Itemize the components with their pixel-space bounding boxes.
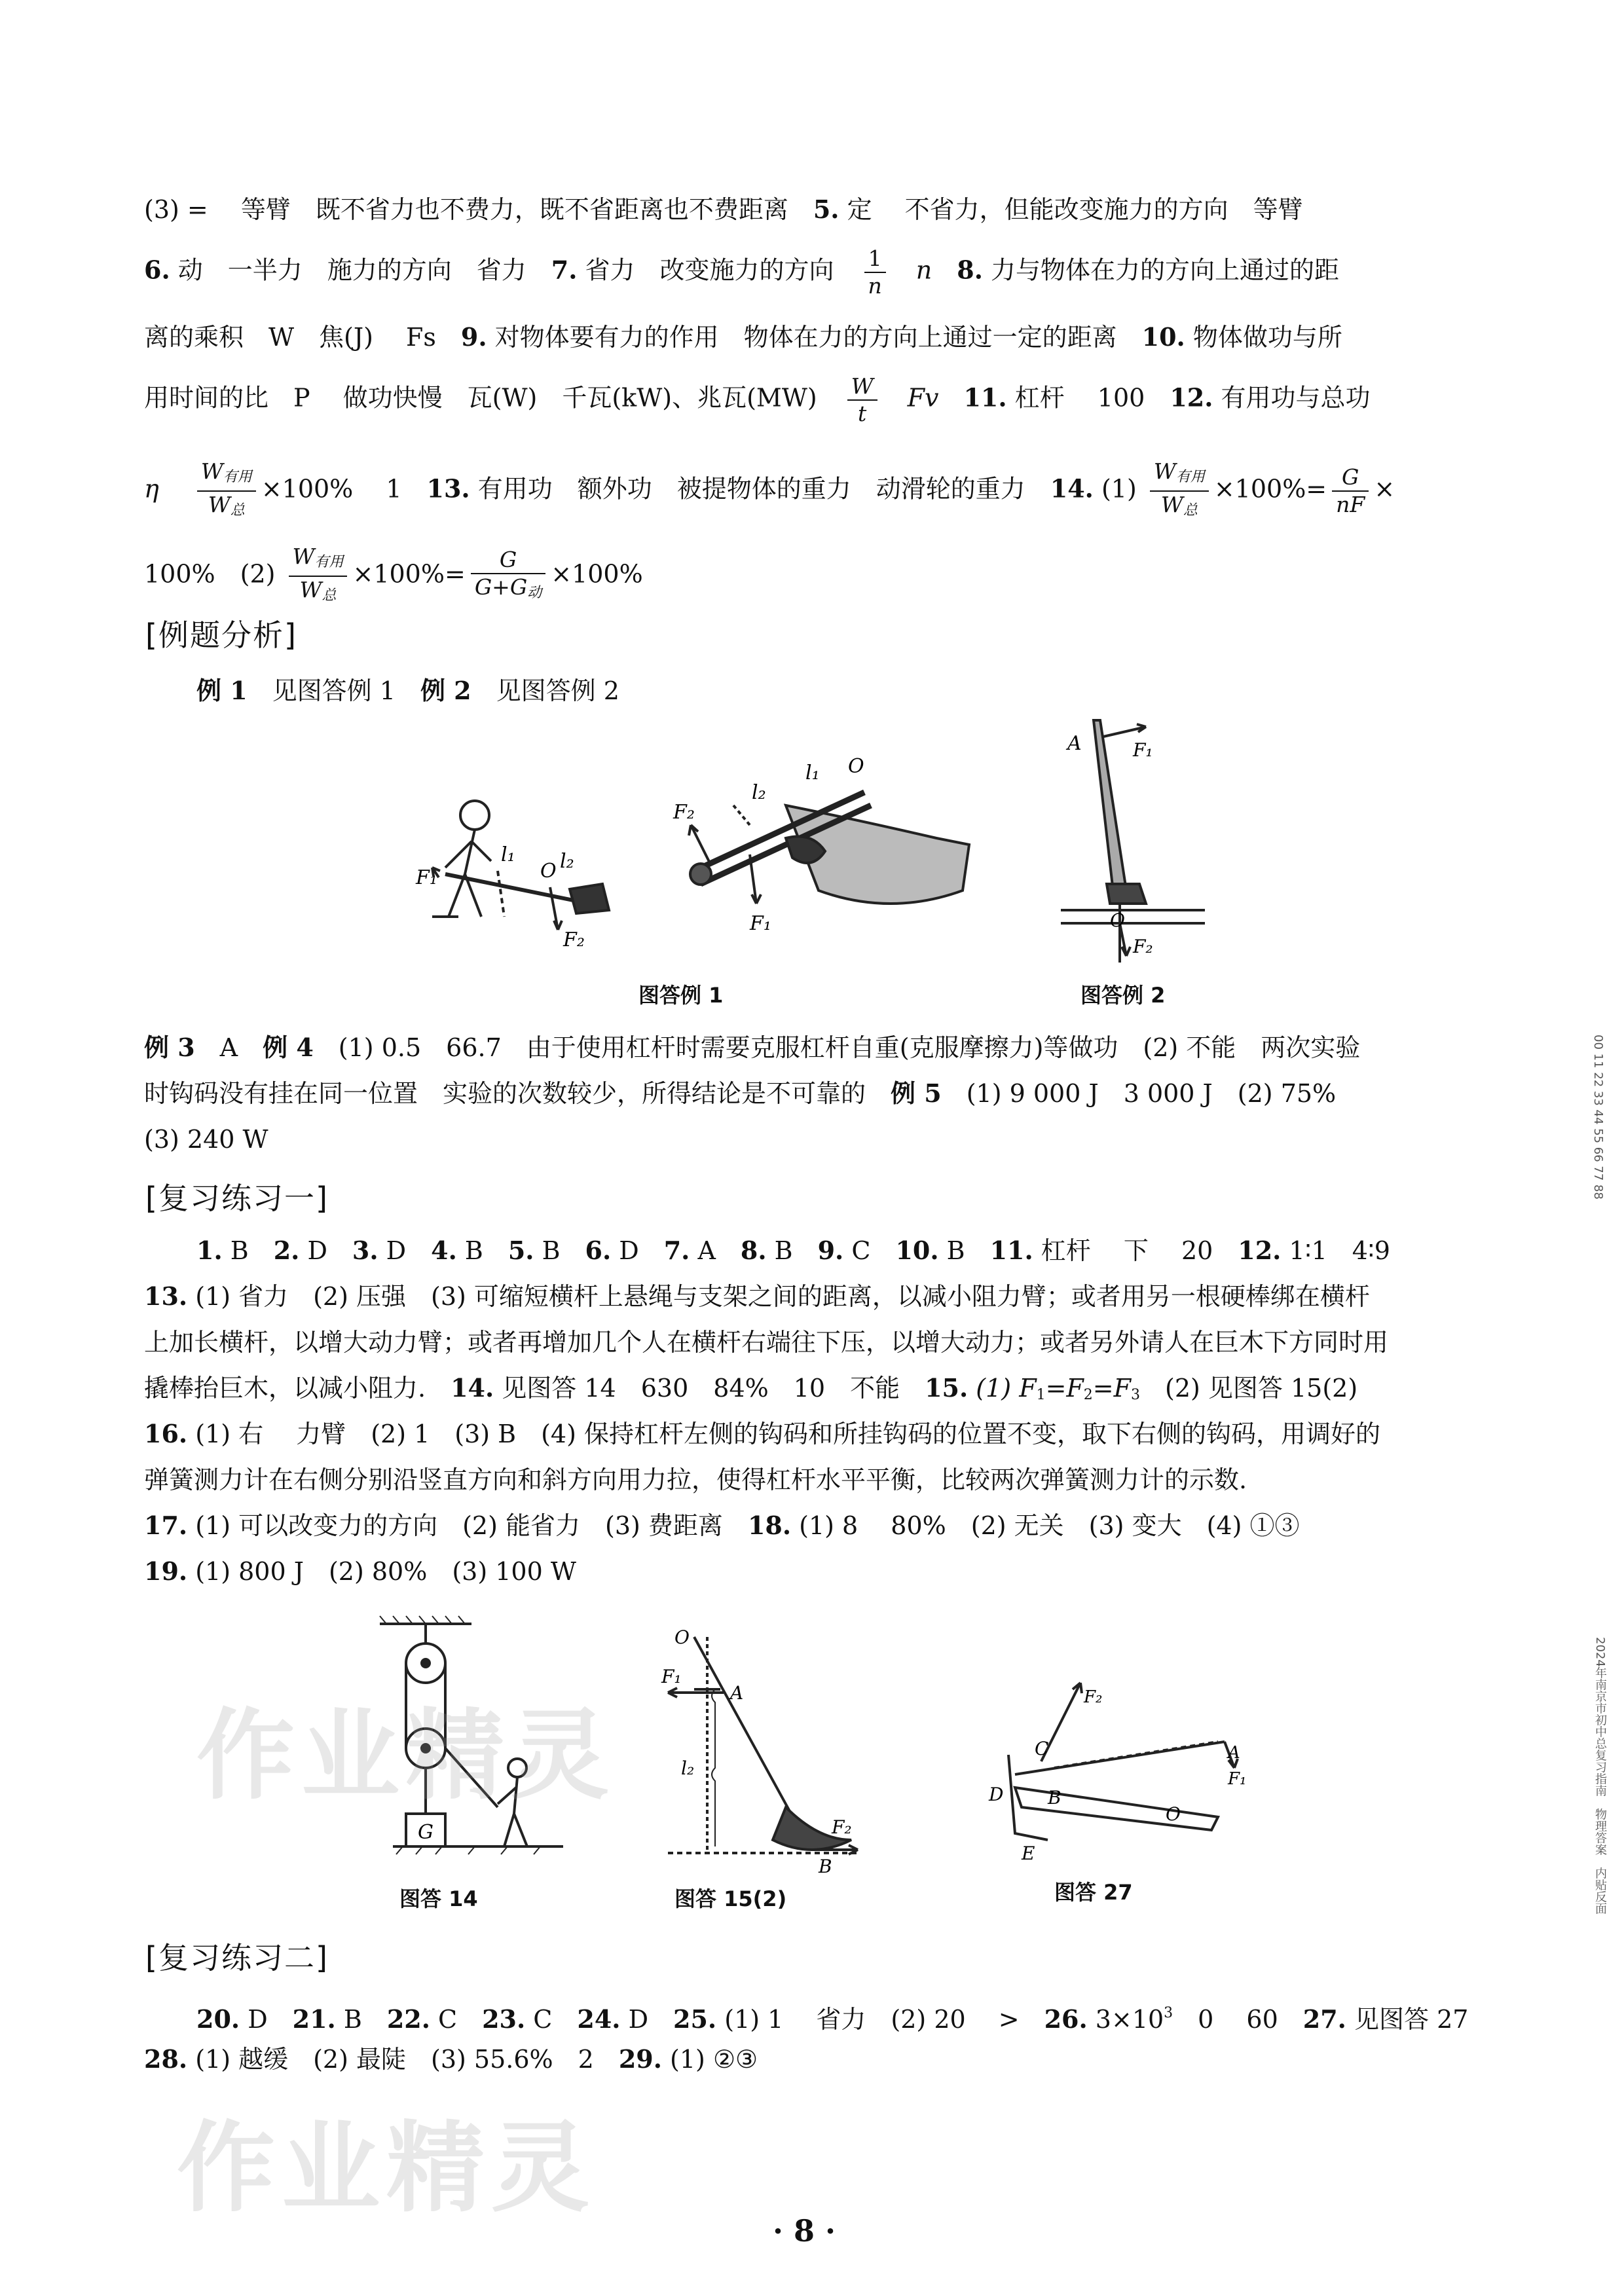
text: η <box>144 474 184 504</box>
label-B: B <box>1048 1787 1061 1808</box>
review1-line-b: 13. (1) 省力 (2) 压强 (3) 可缩短横杆上悬绳与支架之间的距离，以减小阻力臂；或者用另一根硬棒绑在横杆 <box>144 1281 1370 1311</box>
label-O: O <box>1110 909 1125 931</box>
watermark: 作业精灵 <box>196 1699 616 1813</box>
label-F2: F₂ <box>1084 1687 1103 1707</box>
label-l1: l₁ <box>501 843 515 866</box>
text: 力与物体在力的方向上通过的距 <box>982 255 1340 285</box>
label-F1: F₁ <box>750 912 771 935</box>
side-title: 2024年南京市初中总复习指南 物理答案 内贴反面 <box>1593 1637 1607 1915</box>
question-number: 8. <box>957 255 983 285</box>
text: ×100%= <box>352 559 466 589</box>
label-l2: l₂ <box>560 850 574 873</box>
question-number: 6. <box>144 255 170 285</box>
fraction: $\frac{G}{nF}$ <box>1332 464 1369 518</box>
figure-15-broom <box>655 1624 877 1873</box>
text: n <box>891 255 957 285</box>
example-4-5-line <box>144 1074 1467 1113</box>
text: Fv <box>882 383 964 413</box>
label-O: O <box>848 755 864 778</box>
text: 定 不省力，但能改变施力的方向 等臂 <box>839 195 1303 224</box>
side-numbers: 00 11 22 33 44 55 66 77 88 <box>1591 1035 1605 1200</box>
figure-27-lever <box>976 1676 1251 1860</box>
text: ×100%= <box>1213 474 1327 504</box>
example-label: 例 2 <box>420 676 471 705</box>
review1-line-d: 撬棒抬巨木，以减小阻力. 14. 见图答 14 630 84% 10 不能 15. (1) F1=F2=F3 (2) 见图答 15(2) <box>144 1373 1358 1403</box>
label-B: B <box>819 1856 832 1873</box>
text: 省力 改变施力的方向 <box>577 255 859 285</box>
label-F2: F₂ <box>673 801 695 824</box>
answer-line-4 <box>144 373 1467 427</box>
example-line <box>196 671 1519 710</box>
figure-example-2 <box>1048 707 1211 969</box>
example-label: 例 4 <box>263 1033 314 1062</box>
text: 物体做功与所 <box>1185 323 1342 352</box>
text: 动 一半力 施力的方向 省力 <box>170 255 551 285</box>
text: ×100% 1 <box>261 474 427 504</box>
fraction: $\frac{\text{W有用}}{\text{W总}}$ <box>1150 458 1209 524</box>
label-O: O <box>674 1626 690 1648</box>
text: (3) 240 W <box>144 1125 268 1154</box>
label-F1: F₁ <box>1133 739 1153 761</box>
label-A: A <box>1067 732 1082 755</box>
question-number: 10. <box>1141 322 1185 352</box>
text: A <box>194 1033 263 1062</box>
text: 对物体要有力的作用 物体在力的方向上通过一定的距离 <box>487 323 1142 352</box>
caption-figure-27: 图答 27 <box>1054 1880 1133 1905</box>
review1-line-a: 1. B 2. D 3. D 4. B 5. B 6. D 7. A 8. B 9. C 10. B 11. 杠杆 下 20 12. 1∶1 4∶9 <box>196 1236 1390 1265</box>
label-F2: F₂ <box>832 1816 852 1838</box>
caption-example-2: 图答例 2 <box>1080 983 1166 1008</box>
text: 见图答例 2 <box>471 676 619 705</box>
question-number: 7. <box>551 255 578 285</box>
text: 离的乘积 W 焦(J) Fs <box>144 323 461 352</box>
label-l2: l₂ <box>681 1757 695 1779</box>
label-F1: F₁ <box>1228 1769 1247 1789</box>
question-number: 9. <box>460 322 487 352</box>
text: 100% (2) <box>144 559 284 589</box>
section-example-analysis: [例题分析] <box>145 617 297 653</box>
answer-line-5 <box>144 458 1467 524</box>
review1-line-h: 19. (1) 800 J (2) 80% (3) 100 W <box>144 1556 576 1586</box>
review1-line-e: 16. (1) 右 力臂 (2) 1 (3) B (4) 保持杠杆左侧的钩码和所挂钩码的位置不变，取下右侧的钩码，用调好的 <box>144 1419 1381 1448</box>
label-G: G <box>418 1821 434 1844</box>
label-A: A <box>730 1682 744 1704</box>
caption-figure-14: 图答 14 <box>399 1886 478 1911</box>
review2-line-b: 28. (1) 越缓 (2) 最陡 (3) 55.6% 2 29. (1) ②③ <box>144 2044 758 2074</box>
figure-example-1 <box>393 720 995 969</box>
label-l2: l₂ <box>752 781 766 804</box>
fraction: $\frac{W}{t}$ <box>847 373 877 427</box>
text: (3) = 等臂 既不省力也不费力，既不省距离也不费距离 <box>144 195 813 224</box>
text: 用时间的比 P 做功快慢 瓦(W) 千瓦(kW)、兆瓦(MW) <box>144 383 842 413</box>
fraction: $\frac{\text{W有用}}{\text{W总}}$ <box>197 458 256 524</box>
review1-line-g: 17. (1) 可以改变力的方向 (2) 能省力 (3) 费距离 18. (1) 8 80% (2) 无关 (3) 变大 (4) ①③ <box>144 1511 1300 1540</box>
label-F1: F₁ <box>661 1666 682 1687</box>
question-number: 11. <box>963 382 1007 413</box>
question-number: 12. <box>1170 382 1213 413</box>
label-O: O <box>540 860 557 883</box>
label-A: A <box>1228 1743 1240 1763</box>
text: 时钩码没有挂在同一位置 实验的次数较少，所得结论是不可靠的 <box>144 1079 891 1108</box>
label-F2: F₂ <box>563 928 585 951</box>
question-number: 5. <box>813 194 840 224</box>
answer-line-3 <box>144 318 1467 357</box>
worker-sketch <box>432 801 609 930</box>
hand-chopsticks-sketch <box>689 792 969 904</box>
section-review-2: [复习练习二] <box>145 1940 329 1975</box>
example-5-line <box>144 1120 1467 1159</box>
text: × <box>1374 474 1395 504</box>
page-number: · 8 · <box>773 2213 836 2249</box>
text: ×100% <box>551 559 643 589</box>
example-label: 例 3 <box>144 1033 195 1062</box>
fraction: $\frac{1}{n}$ <box>864 246 886 299</box>
review2-line-a: 20. D 21. B 22. C 23. C 24. D 25. (1) 1 省力 (2) 20 > 26. $3\times 10^3$ 0 60 27. 见图答 27 <box>196 2004 1469 2034</box>
fraction: $\frac{G}{\text{G+G动}}$ <box>471 547 545 606</box>
example-label: 例 5 <box>891 1078 942 1108</box>
label-F2: F₂ <box>1133 936 1153 957</box>
caption-figure-15: 图答 15(2) <box>674 1886 787 1911</box>
answer-line-1 <box>144 190 1467 229</box>
review1-line-c: 上加长横杆，以增大动力臂；或者再增加几个人在横杆右端往下压，以增大动力；或者另外请人在巨木下方同时用 <box>144 1328 1389 1357</box>
label-C: C <box>1035 1738 1049 1759</box>
question-number: 14. <box>1050 473 1094 504</box>
answer-line-2 <box>144 246 1467 299</box>
text: 有用功 额外功 被提物体的重力 动滑轮的重力 <box>470 474 1050 504</box>
text: (1) 9 000 J 3 000 J (2) 75% <box>941 1079 1337 1108</box>
label-D: D <box>989 1784 1004 1805</box>
example-label: 例 1 <box>196 676 248 705</box>
answer-line-6 <box>144 543 1467 609</box>
review1-line-f: 弹簧测力计在右侧分别沿竖直方向和斜方向用力拉，使得杠杆水平平衡，比较两次弹簧测力计的示数. <box>144 1465 1247 1494</box>
fraction: $\frac{\text{W有用}}{\text{W总}}$ <box>289 543 348 609</box>
watermark: 作业精灵 <box>177 2112 597 2226</box>
label-F1: F₁ <box>416 866 437 889</box>
text: 杠杆 100 <box>1006 383 1170 413</box>
label-E: E <box>1022 1843 1035 1860</box>
label-l1: l₁ <box>805 762 820 784</box>
text: 有用功与总功 <box>1213 383 1371 413</box>
example-3-4-line <box>144 1028 1467 1067</box>
label-O: O <box>1166 1803 1181 1825</box>
caption-example-1: 图答例 1 <box>638 983 724 1008</box>
text: (1) 0.5 66.7 由于使用杠杆时需要克服杠杆自重(克服摩擦力)等做功 (2) 不能 两次实验 <box>313 1033 1361 1062</box>
section-review-1: [复习练习一] <box>145 1181 329 1216</box>
question-number: 13. <box>426 473 470 504</box>
text: (1) <box>1093 474 1145 504</box>
text: 见图答例 1 <box>247 676 420 705</box>
